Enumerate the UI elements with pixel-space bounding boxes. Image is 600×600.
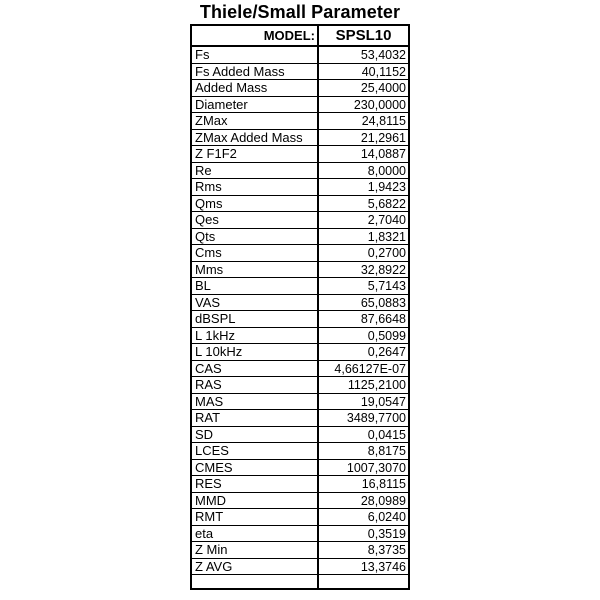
parameter-value: 40,1152 (361, 64, 406, 79)
parameter-value: 5,7143 (367, 279, 406, 293)
parameter-value: 1125,2100 (347, 378, 406, 392)
table-row (192, 443, 408, 460)
table-row (192, 245, 408, 262)
parameter-value: 28,0989 (360, 493, 406, 508)
parameter-value: 16,8115 (361, 477, 406, 491)
table-row (192, 328, 408, 345)
page-title: Thiele/Small Parameter (199, 2, 401, 22)
table-row (192, 130, 408, 147)
table-row (192, 427, 408, 444)
parameter-label: dBSPL (195, 311, 236, 326)
parameter-value: 1007,3070 (346, 460, 406, 475)
parameter-label: Re (195, 162, 212, 178)
table-row (192, 113, 408, 130)
table-row (192, 97, 408, 114)
parameter-value: 21,2961 (360, 130, 406, 145)
table-row (192, 526, 408, 543)
parameter-value: 2,7040 (367, 213, 406, 227)
parameter-label: RAS (195, 377, 222, 392)
parameter-label: VAS (195, 294, 221, 310)
parameter-label: MMD (195, 492, 227, 508)
parameter-label: Qms (195, 195, 223, 211)
parameter-value: 0,5099 (367, 328, 406, 343)
parameter-value: 8,0000 (367, 163, 406, 178)
table-row (192, 460, 408, 477)
parameter-label: CAS (195, 360, 222, 376)
parameter-label: RMT (195, 509, 224, 524)
parameter-value: 0,2700 (367, 246, 406, 260)
parameter-label: Diameter (195, 96, 248, 112)
table-row (192, 80, 408, 97)
parameter-label: Rms (195, 179, 222, 194)
parameter-value: 1,9423 (367, 180, 406, 194)
parameter-value: 3489,7700 (346, 411, 406, 425)
table-row (192, 559, 408, 576)
parameter-label: Fs Added Mass (195, 63, 285, 79)
parameter-value: 19,0547 (360, 394, 406, 409)
table-row (192, 394, 408, 411)
parameter-value: 13,3746 (360, 559, 406, 574)
model-label: MODEL: (263, 28, 315, 43)
parameter-label: Mms (195, 261, 224, 277)
parameter-value: 8,8175 (367, 444, 406, 458)
model-value: SPSL10 (335, 27, 392, 44)
parameter-label: RES (195, 476, 222, 491)
table-row (192, 64, 408, 81)
table-row (192, 509, 408, 526)
parameter-label: L 1kHz (195, 327, 235, 343)
parameter-label: CMES (195, 459, 233, 475)
parameter-label: eta (195, 525, 214, 541)
table-row (192, 410, 408, 427)
parameter-value: 6,0240 (367, 510, 406, 524)
parameter-label: ZMax Added Mass (195, 129, 303, 145)
parameter-value: 65,0883 (360, 295, 406, 310)
parameter-label: Qts (195, 228, 216, 244)
parameter-label: ZMax (195, 113, 228, 128)
table-row (192, 311, 408, 328)
parameter-label: Z AVG (195, 558, 233, 574)
parameter-value: 0,3519 (367, 526, 406, 541)
table-row (192, 212, 408, 229)
parameter-label: SD (195, 426, 214, 442)
parameter-value: 0,2647 (367, 345, 406, 359)
table-row (192, 377, 408, 394)
table-row (192, 179, 408, 196)
parameter-label: Z F1F2 (195, 146, 237, 161)
parameter-value: 1,8321 (367, 229, 406, 244)
parameter-label: Fs (195, 47, 210, 62)
table-row (192, 229, 408, 246)
table-row (192, 47, 408, 64)
parameter-value: 87,6648 (360, 312, 406, 326)
table-row (192, 295, 408, 312)
parameter-value: 230,0000 (353, 97, 406, 112)
table-row (192, 278, 408, 295)
parameter-value: 25,4000 (360, 81, 406, 95)
parameter-value: 0,0415 (367, 427, 406, 442)
table-body (192, 47, 408, 575)
parameter-value: 32,8922 (360, 262, 406, 277)
table-row (192, 146, 408, 163)
parameter-value: 8,3735 (367, 543, 406, 557)
parameter-label: L 10kHz (195, 344, 243, 359)
table-row (192, 196, 408, 213)
table-row (192, 476, 408, 493)
parameter-value: 24,8115 (361, 114, 406, 128)
parameter-value: 14,0887 (360, 147, 406, 161)
parameter-label: BL (195, 278, 211, 293)
parameter-label: LCES (195, 443, 229, 458)
parameter-value: 5,6822 (367, 196, 406, 211)
parameter-value: 4,66127E-07 (334, 361, 406, 376)
table-row (192, 361, 408, 378)
table-row (192, 163, 408, 180)
parameter-label: RAT (195, 410, 221, 425)
parameter-label: Cms (195, 245, 222, 260)
parameter-label: MAS (195, 393, 224, 409)
table-row (192, 344, 408, 361)
parameter-label: Added Mass (195, 80, 268, 95)
table-header (192, 26, 408, 47)
table-row (192, 493, 408, 510)
table-row (192, 262, 408, 279)
parameter-label: Z Min (195, 542, 228, 557)
table-row (192, 542, 408, 559)
parameter-table (190, 24, 410, 590)
parameter-label: Qes (195, 212, 219, 227)
parameter-value: 53,4032 (360, 48, 406, 62)
